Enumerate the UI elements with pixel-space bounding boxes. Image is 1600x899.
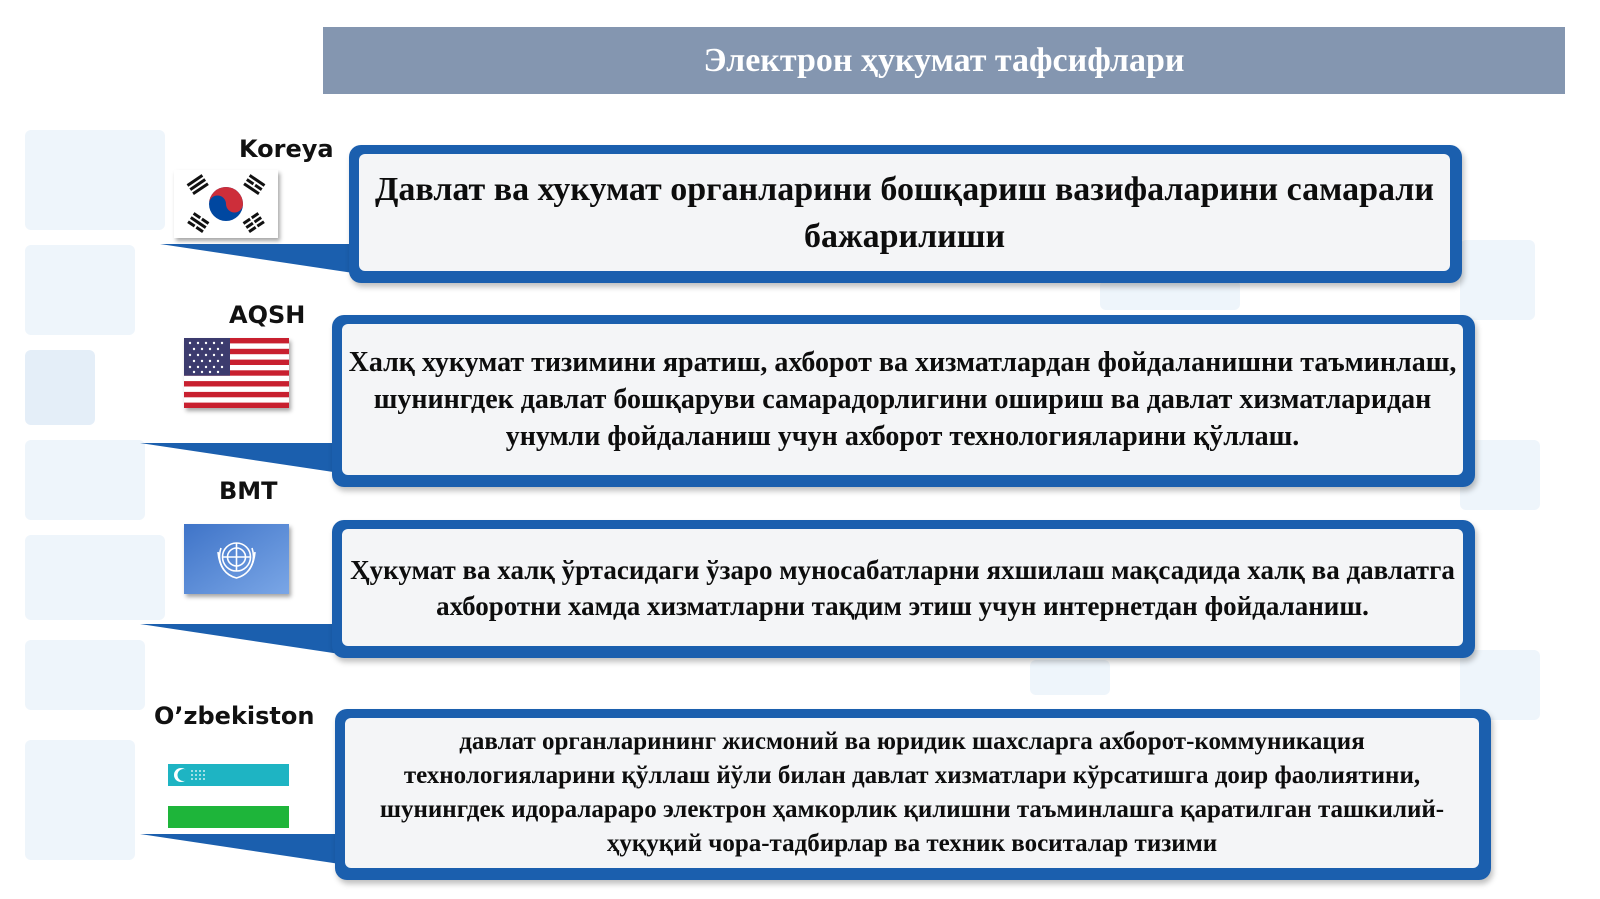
background-tile [25,440,145,520]
united-nations-flag-icon [184,524,289,594]
country-label-ozbekiston: O’zbekiston [154,702,315,730]
callout-pointer [140,443,340,479]
definition-text-ozbekiston: давлат органларининг жисмоний ва юридик шахсларга ахборот-коммуникация технологияларини қўллаш йўли билан давлат хизматлари кўрсатишга доир фаолиятини, шунингдек идоралараро электрон ҳамкорлик қилишни таъминлашга қаратилган ташкилий-ҳуқуқий чора-тадбирлар ва техник воситалар тизими [345,718,1479,868]
background-tile [25,535,165,620]
callout-pointer [140,624,340,660]
definition-card-aqsh [332,315,1475,487]
background-tile [25,350,95,425]
background-tile [1100,280,1240,310]
definition-card-bmt [332,520,1475,658]
background-tile [25,130,165,230]
uzbekistan-flag-icon [168,764,289,828]
definition-text-bmt: Ҳукумат ва халқ ўртасидаги ўзаро муносабатларни яхшилаш мақсадида халқ ва давлатга ахборотни хамда хизматларни тақдим этиш учун интернетдан фойдаланиш. [342,529,1463,646]
south-korea-flag-icon [174,170,278,238]
usa-flag-icon [184,338,289,408]
background-tile [25,245,135,335]
definition-text-aqsh: Халқ хукумат тизимини яратиш, ахборот ва хизматлардан фойдаланишни таъминлаш, шунингдек давлат бошқаруви самарадорлигини ошириш ва давлат хизматларидан унумли фойдаланиш учун ахборот технологияларини қўллаш. [342,324,1463,475]
callout-pointer [160,244,360,280]
country-label-aqsh: AQSH [229,301,306,329]
definition-card-ozbekiston [335,709,1491,880]
country-label-koreya: Koreya [239,135,334,163]
definition-card-koreya [349,145,1462,283]
background-tile [25,640,145,710]
definition-text-koreya: Давлат ва хукумат органларини бошқариш вазифаларини самарали бажарилиши [359,154,1450,271]
background-tile [25,740,135,860]
country-label-bmt: BMT [219,477,278,505]
background-tile [1030,660,1110,695]
background-tile [1460,240,1535,320]
page-title: Электрон ҳукумат тафсифлари [323,27,1565,94]
callout-pointer [140,834,340,870]
